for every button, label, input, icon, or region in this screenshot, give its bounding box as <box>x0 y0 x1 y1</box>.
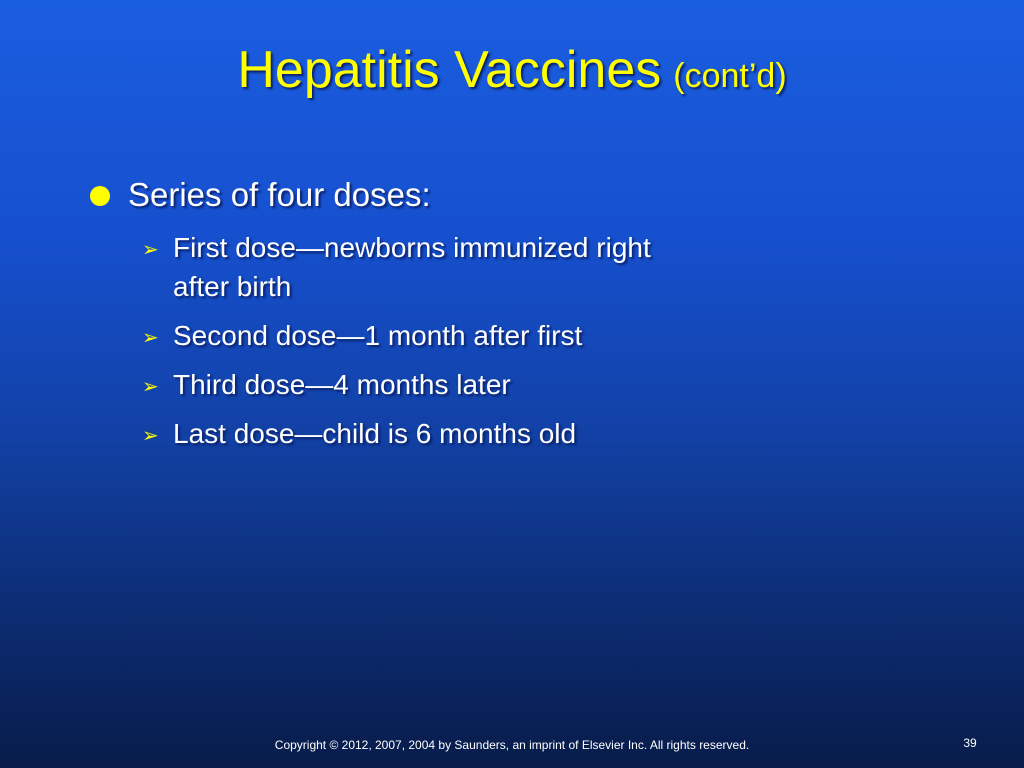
arrowhead-bullet-icon: ➢ <box>142 325 159 349</box>
sub-bullet-text: Second dose—1 month after first <box>173 320 583 351</box>
slide-title <box>0 38 1024 108</box>
sub-bullet-text: First dose—newborns immunized right after birth <box>173 232 651 302</box>
sub-bullet-item <box>140 228 908 306</box>
slide-title-main: Hepatitis Vaccines <box>237 41 662 99</box>
slide-title-suffix: (cont’d) <box>673 57 787 95</box>
sub-bullet-item <box>140 365 908 404</box>
sub-bullet-list <box>140 228 908 453</box>
arrowhead-bullet-icon: ➢ <box>142 237 159 261</box>
arrowhead-bullet-icon: ➢ <box>142 374 159 398</box>
bullet-list <box>88 172 908 463</box>
arrowhead-bullet-icon: ➢ <box>142 423 159 447</box>
main-bullet-item <box>88 172 908 218</box>
main-bullet-text: Series of four doses: <box>128 176 431 213</box>
sub-bullet-item <box>140 316 908 355</box>
sub-bullet-item <box>140 414 908 453</box>
sub-bullet-text: Last dose—child is 6 months old <box>173 418 577 449</box>
page-number: 39 <box>963 736 977 750</box>
circle-bullet-icon <box>90 186 110 206</box>
sub-bullet-text: Third dose—4 months later <box>173 369 511 400</box>
copyright-notice: Copyright © 2012, 2007, 2004 by Saunders, an imprint of Elsevier Inc. All rights reserved. <box>274 738 750 752</box>
